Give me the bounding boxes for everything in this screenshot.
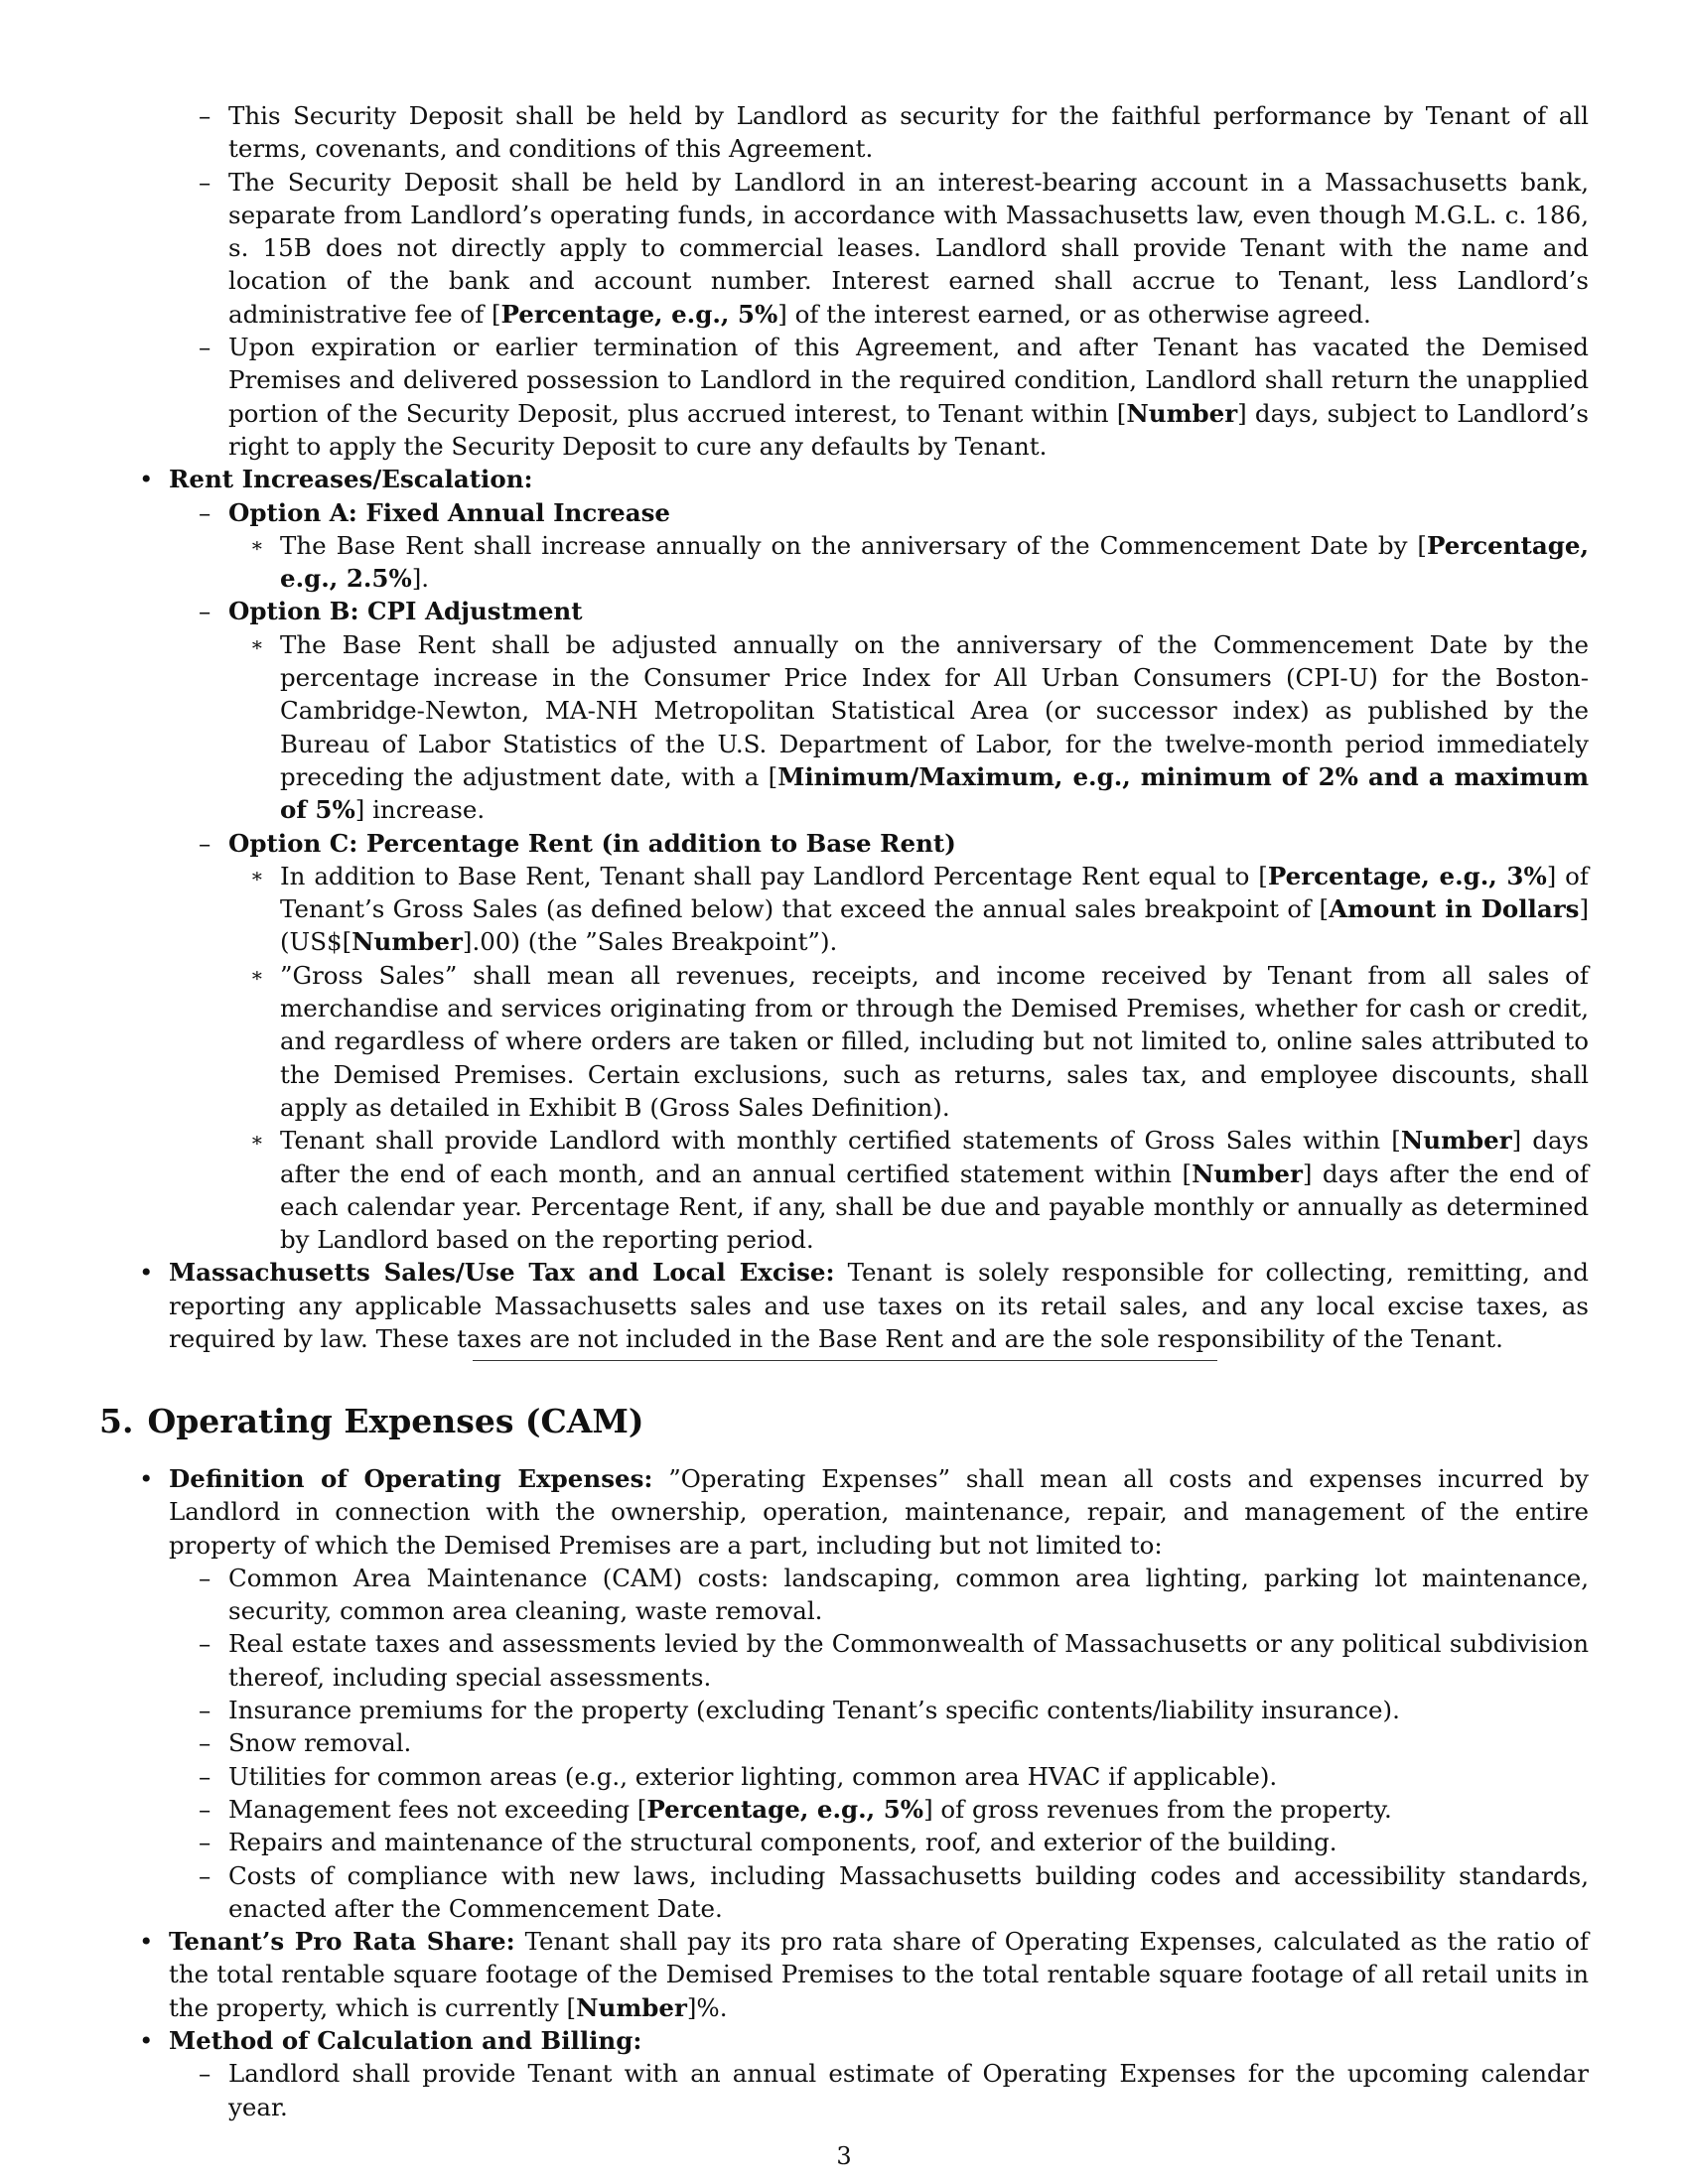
billing-bullet [169, 2024, 1589, 2123]
bold-run: Percentage, e.g., 5% [500, 299, 778, 329]
expense-item [228, 1826, 1589, 1858]
option-items [280, 860, 1589, 1257]
text-run: ] of the interest earned, or as otherwise agreed. [777, 299, 1371, 329]
rent-increases-bullet [169, 463, 1589, 1256]
security-deposit-continuation [169, 99, 1589, 463]
option-item [280, 529, 1589, 596]
text-run: The Base Rent shall increase annually on the anniversary of the Commencement Date by [ [280, 530, 1427, 560]
definition-bullet [169, 1462, 1589, 1925]
text-run: This Security Deposit shall be held by Landlord as security for the faithful performance by Tenant of all terms, covenants, and conditions of this Agreement. [228, 101, 1589, 164]
text-run: Tenant shall pay its pro rata share of Operating Expenses, calculated as the ratio of the total rentable square footage of the Demised Premises to the total rentable square footage of all retail units in the property, which is currently [ [169, 1927, 1589, 2022]
option-items [280, 628, 1589, 827]
bold-run: Minimum/Maximum, e.g., minimum of 2% and a maximum of 5% [280, 761, 1590, 825]
deposit-sublist [228, 99, 1589, 463]
section5-body [0, 1462, 1688, 2123]
text-run: ]. [411, 564, 430, 594]
definition-text [169, 1464, 1589, 1560]
text-run: Tenant shall provide Landlord with monthly certified statements of Gross Sales within [ [280, 1126, 1401, 1156]
rent-increases-heading: Rent Increases/Escalation: [169, 465, 533, 494]
billing-sublist [228, 2057, 1589, 2123]
bold-run: Number [1400, 1126, 1512, 1156]
text-run: Management fees not exceeding [ [228, 1794, 647, 1824]
section-title: Operating Expenses (CAM) [147, 1402, 644, 1440]
option-item [280, 1124, 1589, 1256]
rent-option [228, 595, 1589, 826]
definition-sublist [228, 1562, 1589, 1925]
text-run: Real estate taxes and assessments levied by the Commonwealth of Massachusetts or any political subdivision thereof, including special assessments. [228, 1629, 1589, 1692]
expense-item [228, 1694, 1589, 1726]
pro-rata-bullet [169, 1925, 1589, 2024]
billing-item [228, 2057, 1589, 2123]
text-run: Costs of compliance with new laws, including Massachusetts building codes and accessibility standards, enacted after the Commencement Date. [228, 1860, 1589, 1923]
text-run: The Base Rent shall be adjusted annually on the anniversary of the Commencement Date by the percentage increase in the Consumer Price Index for All Urban Consumers (CPI-U) for the Boston-Cambridge-Newton, MA-NH Metropolitan Statistical Area (or successor index) as published by the Bureau of Labor Statistics of the U.S. Department of Labor, for the twelve-month period immediately preceding the adjustment date, with a [ [280, 629, 1589, 791]
bold-run: Percentage, e.g., 3% [1267, 861, 1547, 890]
page-number: 3 [836, 2142, 852, 2170]
bold-run: Tenant’s Pro Rata Share: [169, 1927, 515, 1957]
option-title: Option B: CPI Adjustment [228, 597, 583, 626]
bold-run: Number [352, 927, 463, 957]
bold-run: Number [576, 1992, 687, 2022]
text-run: Common Area Maintenance (CAM) costs: landscaping, common area lighting, parking lot maintenance, security, common area cleaning, waste removal. [228, 1563, 1589, 1626]
section-number: 5. [99, 1402, 134, 1440]
option-item [280, 860, 1589, 959]
bold-run: Number [1126, 398, 1238, 428]
bold-run: Number [1192, 1159, 1303, 1188]
text-run: ] days, subject to Landlord’s right to apply the Security Deposit to cure any defaults by Tenant. [228, 398, 1589, 461]
option-item [280, 628, 1589, 827]
text-run: ]%. [686, 1992, 728, 2022]
top-bullet-list [169, 99, 1589, 1355]
text-run: ”Gross Sales” shall mean all revenues, receipts, and income received by Tenant from all sales of merchandise and services originating from or through the Demised Premises, whether for cash or credit, and regardless of where orders are taken or filled, including but not limited to, online sales attributed to the Demised Premises. Certain exclusions, such as returns, sales tax, and employee discounts, shall apply as detailed in Exhibit B (Gross Sales Definition). [280, 960, 1589, 1122]
sales-tax-bullet [169, 1256, 1589, 1355]
bold-run: Percentage, e.g., 5% [646, 1794, 924, 1824]
expense-item [228, 1760, 1589, 1793]
option-item [280, 959, 1589, 1124]
deposit-item [228, 99, 1589, 166]
option-title: Option C: Percentage Rent (in addition to Base Rent) [228, 828, 956, 858]
rent-option [228, 827, 1589, 1257]
deposit-item [228, 166, 1589, 331]
section5-bullet-list [169, 1462, 1589, 2123]
expense-item [228, 1793, 1589, 1826]
text-run: Repairs and maintenance of the structural components, roof, and exterior of the building. [228, 1828, 1337, 1857]
billing-heading: Method of Calculation and Billing: [169, 2026, 642, 2056]
text-run: In addition to Base Rent, Tenant shall pay Landlord Percentage Rent equal to [ [280, 861, 1268, 890]
section-heading [99, 1402, 644, 1441]
rent-section-continuation [0, 99, 1688, 1355]
text-run: ] (US$[ [280, 894, 1589, 957]
bold-run: Amount in Dollars [1329, 894, 1580, 924]
text-run: Landlord shall provide Tenant with an annual estimate of Operating Expenses for the upcoming calendar year. [228, 2059, 1589, 2121]
text-run: Tenant is solely responsible for collecting, remitting, and reporting any applicable Massachusetts sales and use taxes on its retail sales, and any local excise taxes, as required by law. These taxes are not included in the Base Rent and are the sole responsibility of the Tenant. [169, 1258, 1589, 1353]
bold-run: Massachusetts Sales/Use Tax and Local Excise: [169, 1258, 835, 1288]
text-run: ] of Tenant’s Gross Sales (as defined below) that exceed the annual sales breakpoint of [ [280, 861, 1589, 924]
bold-run: Percentage, e.g., 2.5% [280, 530, 1589, 594]
section-divider [473, 1360, 1217, 1361]
text-run: Utilities for common areas (e.g., exterior lighting, common area HVAC if applicable). [228, 1761, 1278, 1791]
expense-item [228, 1562, 1589, 1628]
text-run: ] days after the end of each month, and an annual certified statement within [ [280, 1126, 1589, 1188]
text-run: ] days after the end of each calendar year. Percentage Rent, if any, shall be due and payable monthly or annually as determined by Landlord based on the reporting period. [280, 1159, 1589, 1255]
option-items [280, 529, 1589, 596]
option-title: Option A: Fixed Annual Increase [228, 497, 671, 527]
text-run: Insurance premiums for the property (excluding Tenant’s specific contents/liability insurance). [228, 1696, 1400, 1725]
text-run: ].00) (the ”Sales Breakpoint”). [462, 927, 838, 957]
expense-item [228, 1859, 1589, 1926]
deposit-item [228, 331, 1589, 463]
text-run: The Security Deposit shall be held by Landlord in an interest-bearing account in a Massachusetts bank, separate from Landlord’s operating funds, in accordance with Massachusetts law, even though M.G.L. c. 186, s. 15B does not directly apply to commercial leases. Landlord shall provide Tenant with the name and location of the bank and account number. Interest earned shall accrue to Tenant, less Landlord’s administrative fee of [ [228, 167, 1589, 329]
expense-item [228, 1726, 1589, 1759]
bold-run: Definition of Operating Expenses: [169, 1464, 653, 1493]
text-run: ] increase. [354, 795, 486, 825]
text-run: ] of gross revenues from the property. [923, 1794, 1392, 1824]
text-run: ”Operating Expenses” shall mean all costs and expenses incurred by Landlord in connection with the ownership, operation, maintenance, repair, and management of the entire property of which the Demised Premises are a part, including but not limited to: [169, 1464, 1589, 1560]
rent-option [228, 496, 1589, 596]
rent-options-list [228, 496, 1589, 1257]
expense-item [228, 1627, 1589, 1694]
text-run: Snow removal. [228, 1728, 412, 1758]
text-run: Upon expiration or earlier termination of this Agreement, and after Tenant has vacated the Demised Premises and delivered possession to Landlord in the required condition, Landlord shall return the unapplied portion of the Security Deposit, plus accrued interest, to Tenant within [ [228, 333, 1589, 428]
